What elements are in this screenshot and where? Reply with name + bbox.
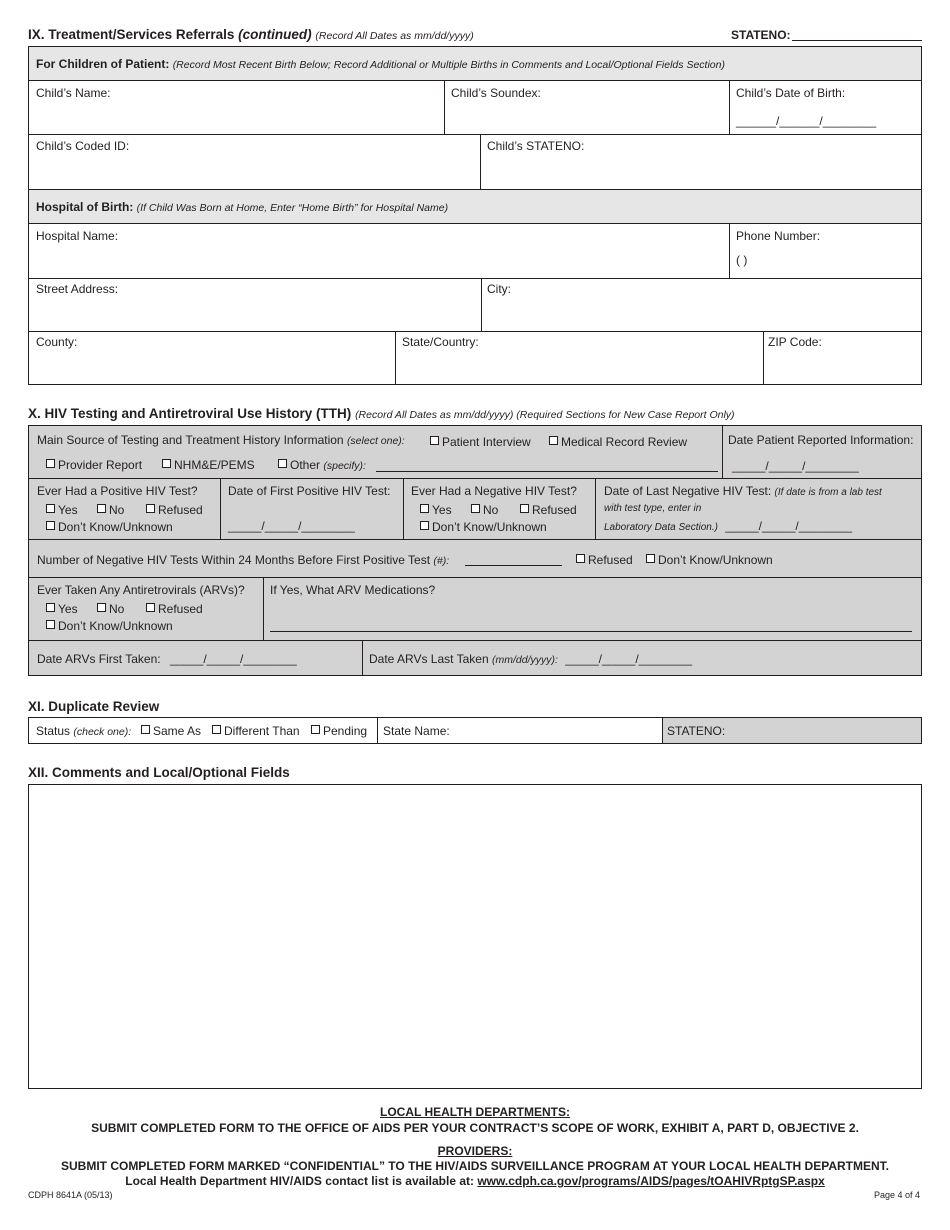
comments-textarea[interactable]	[28, 784, 922, 1089]
child-dob-blank[interactable]: ______/______/________	[736, 114, 877, 128]
arv-first-blank[interactable]: _____/_____/________	[169, 652, 297, 666]
arv-first-label: Date ARVs First Taken: _____/_____/________	[37, 652, 297, 666]
provider-report-option[interactable]: Provider Report	[46, 458, 142, 472]
patient-interview-option[interactable]: Patient Interview	[430, 435, 531, 449]
neg-dk-option[interactable]: Don’t Know/Unknown	[420, 520, 547, 534]
ever-negative-label: Ever Had a Negative HIV Test?	[411, 484, 577, 498]
child-soundex-field[interactable]: Child’s Soundex:	[451, 86, 541, 100]
checkbox[interactable]	[97, 603, 106, 612]
arv-no-option[interactable]: No	[97, 602, 124, 616]
checkbox[interactable]	[576, 554, 585, 563]
arv-refused-option[interactable]: Refused	[146, 602, 203, 616]
num-dk-option[interactable]: Don’t Know/Unknown	[646, 553, 773, 567]
pending-option[interactable]: Pending	[311, 724, 367, 738]
neg-no-option[interactable]: No	[471, 503, 498, 517]
checkbox[interactable]	[46, 459, 55, 468]
dup-stateno-field[interactable]: STATENO:	[667, 724, 726, 738]
arv-yes-option[interactable]: Yes	[46, 602, 78, 616]
other-specify-input[interactable]	[376, 471, 718, 472]
num-negative-input[interactable]	[465, 565, 562, 566]
num-negative-label: Number of Negative HIV Tests Within 24 Months Before First Positive Test (#):	[37, 553, 450, 567]
state-name-field[interactable]: State Name:	[383, 724, 450, 738]
first-positive-blank[interactable]: _____/_____/________	[228, 519, 355, 533]
child-name-field[interactable]: Child’s Name:	[36, 86, 111, 100]
arv-dk-option[interactable]: Don’t Know/Unknown	[46, 619, 173, 633]
date-reported-label: Date Patient Reported Information:	[728, 433, 914, 447]
checkbox[interactable]	[549, 436, 558, 445]
status-label: Status (check one):	[36, 724, 132, 738]
zip-code-field[interactable]: ZIP Code:	[768, 335, 822, 349]
section-x-title: X. HIV Testing and Antiretroviral Use History (TTH) (Record All Dates as mm/dd/yyyy) (Required Sections for New Case Report Only)	[28, 406, 735, 421]
pos-no-option[interactable]: No	[97, 503, 124, 517]
child-coded-id-field[interactable]: Child’s Coded ID:	[36, 139, 130, 153]
state-country-field[interactable]: State/Country:	[402, 335, 479, 349]
pos-yes-option[interactable]: Yes	[46, 503, 78, 517]
checkbox[interactable]	[146, 504, 155, 513]
section-xii-title: XII. Comments and Local/Optional Fields	[28, 765, 290, 780]
section-ix-title: IX. Treatment/Services Referrals (continued) (Record All Dates as mm/dd/yyyy)	[28, 27, 474, 42]
children-header-text: For Children of Patient: (Record Most Recent Birth Below; Record Additional or Multiple Births in Comments and Local/Optional Fields Section)	[36, 57, 725, 71]
stateno-input[interactable]	[792, 40, 922, 41]
checkbox[interactable]	[141, 725, 150, 734]
phone-area-code[interactable]: ( )	[736, 253, 748, 267]
phone-number-field[interactable]: Phone Number:	[736, 229, 821, 243]
arv-last-label: Date ARVs Last Taken (mm/dd/yyyy): _____/_____/________	[369, 652, 693, 666]
checkbox[interactable]	[212, 725, 221, 734]
date-reported-blank[interactable]: _____/_____/________	[732, 459, 859, 473]
checkbox[interactable]	[430, 436, 439, 445]
checkbox[interactable]	[46, 603, 55, 612]
first-positive-label: Date of First Positive HIV Test:	[228, 484, 391, 498]
checkbox[interactable]	[646, 554, 655, 563]
checkbox[interactable]	[278, 459, 287, 468]
neg-yes-option[interactable]: Yes	[420, 503, 452, 517]
street-address-field[interactable]: Street Address:	[36, 282, 119, 296]
last-negative-label: Date of Last Negative HIV Test: (If date is from a lab test	[604, 484, 882, 498]
checkbox[interactable]	[146, 603, 155, 612]
arv-meds-label: If Yes, What ARV Medications?	[270, 583, 436, 597]
nhme-pems-option[interactable]: NHM&E/PEMS	[162, 458, 255, 472]
pos-refused-option[interactable]: Refused	[146, 503, 203, 517]
checkbox[interactable]	[471, 504, 480, 513]
last-negative-note3: Laboratory Data Section.) _____/_____/________	[604, 519, 853, 533]
page-number: Page 4 of 4	[874, 1190, 921, 1200]
arv-meds-input[interactable]	[270, 631, 912, 632]
child-stateno-field[interactable]: Child’s STATENO:	[487, 139, 585, 153]
last-negative-note2: with test type, enter in	[604, 503, 702, 514]
last-negative-blank[interactable]: _____/_____/________	[725, 519, 853, 533]
checkbox[interactable]	[46, 504, 55, 513]
different-than-option[interactable]: Different Than	[212, 724, 300, 738]
pos-dk-option[interactable]: Don’t Know/Unknown	[46, 520, 173, 534]
ever-arv-label: Ever Taken Any Antiretrovirals (ARVs)?	[37, 583, 245, 597]
arv-last-blank[interactable]: _____/_____/________	[565, 652, 693, 666]
hospital-header-text: Hospital of Birth: (If Child Was Born at Home, Enter “Home Birth” for Hospital Name)	[36, 200, 449, 214]
lhd-title: LOCAL HEALTH DEPARTMENTS:	[380, 1105, 570, 1119]
contact-line: Local Health Department HIV/AIDS contact list is available at: www.cdph.ca.gov/programs/AIDS/pages/tOAHIVRptgSP.aspx	[125, 1174, 825, 1188]
stateno-label: STATENO:	[731, 28, 791, 42]
neg-refused-option[interactable]: Refused	[520, 503, 577, 517]
checkbox[interactable]	[46, 521, 55, 530]
same-as-option[interactable]: Same As	[141, 724, 201, 738]
hospital-name-field[interactable]: Hospital Name:	[36, 229, 119, 243]
section-xi-title: XI. Duplicate Review	[28, 699, 160, 714]
checkbox[interactable]	[420, 521, 429, 530]
contact-link[interactable]: www.cdph.ca.gov/programs/AIDS/pages/tOAHIVRptgSP.aspx	[477, 1174, 825, 1188]
checkbox[interactable]	[420, 504, 429, 513]
ever-positive-label: Ever Had a Positive HIV Test?	[37, 484, 198, 498]
checkbox[interactable]	[46, 620, 55, 629]
providers-text: SUBMIT COMPLETED FORM MARKED “CONFIDENTIAL” TO THE HIV/AIDS SURVEILLANCE PROGRAM AT YOUR LOCAL HEALTH DEPARTMENT.	[60, 1159, 889, 1173]
other-option[interactable]: Other (specify):	[278, 458, 366, 472]
medical-record-option[interactable]: Medical Record Review	[549, 435, 687, 449]
county-field[interactable]: County:	[36, 335, 78, 349]
lhd-text: SUBMIT COMPLETED FORM TO THE OFFICE OF AIDS PER YOUR CONTRACT’S SCOPE OF WORK, EXHIBIT A, PART D, OBJECTIVE 2.	[91, 1121, 859, 1135]
num-refused-option[interactable]: Refused	[576, 553, 633, 567]
checkbox[interactable]	[520, 504, 529, 513]
providers-title: PROVIDERS:	[437, 1144, 513, 1158]
checkbox[interactable]	[97, 504, 106, 513]
child-dob-field[interactable]: Child’s Date of Birth:	[736, 86, 846, 100]
city-field[interactable]: City:	[487, 282, 511, 296]
form-id: CDPH 8641A (05/13)	[28, 1190, 113, 1200]
checkbox[interactable]	[162, 459, 171, 468]
checkbox[interactable]	[311, 725, 320, 734]
main-source-label: Main Source of Testing and Treatment History Information (select one):	[37, 433, 405, 447]
